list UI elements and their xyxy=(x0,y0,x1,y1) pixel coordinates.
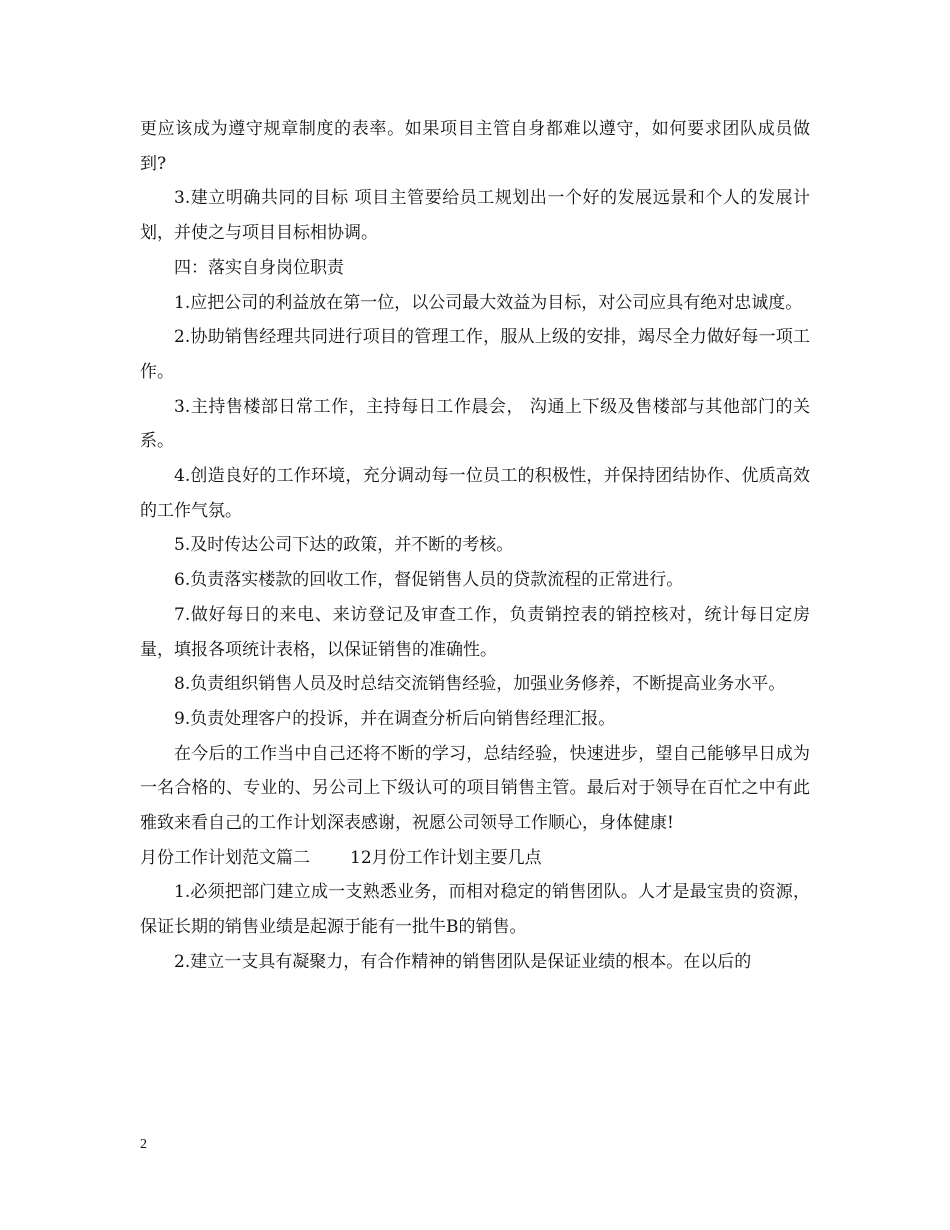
list-item: 9.负责处理客户的投诉，并在调查分析后向销售经理汇报。 xyxy=(174,708,616,729)
paragraph: 3.建立明确共同的目标 项目主管要给员工规划出一个好的发展远景和个人的发展计划，并使之与项目目标相协调。 xyxy=(140,188,810,244)
list-item: 1.应把公司的利益放在第一位，以公司最大效益为目标，对公司应具有绝对忠诚度。 xyxy=(174,292,803,313)
list-item: 6.负责落实楼款的回收工作，督促销售人员的贷款流程的正常进行。 xyxy=(174,570,684,591)
section-heading xyxy=(140,841,810,876)
list-item: 7.做好每日的来电、来访登记及审查工作，负责销控表的销控核对，统计每日定房量，填报各项统计表格，以保证销售的准确性。 xyxy=(140,604,810,660)
closing-paragraph: 在今后的工作当中自己还将不断的学习，总结经验，快速进步，望自己能够早日成为一名合格的、专业的、另公司上下级认可的项目销售主管。最后对于领导在百忙之中有此雅致来看自己的工作计划深表感谢，祝愿公司领导工作顺心，身体健康! xyxy=(140,743,810,834)
list-item: 3.主持售楼部日常工作，主持每日工作晨会， 沟通上下级及售楼部与其他部门的关系。 xyxy=(140,396,810,452)
list-item: 2.协助销售经理共同进行项目的管理工作，服从上级的安排，竭尽全力做好每一项工作。 xyxy=(140,327,810,382)
list-item: 2.建立一支具有凝聚力，有合作精神的销售团队是保证业绩的根本。在以后的 xyxy=(174,951,752,972)
document-body xyxy=(140,112,810,980)
section-subheading: 四：落实自身岗位职责 xyxy=(174,257,344,278)
list-item: 1.必须把部门建立成一支熟悉业务，而相对稳定的销售团队。人才是最宝贵的资源，保证长期的销售业绩是起源于能有一批牛B的销售。 xyxy=(140,882,810,938)
paragraph: 更应该成为遵守规章制度的表率。如果项目主管自身都难以遵守，如何要求团队成员做到? xyxy=(140,119,810,174)
section-heading-title: 月份工作计划范文篇二 xyxy=(140,847,310,868)
list-item: 8.负责组织销售人员及时总结交流销售经验，加强业务修养，不断提高业务水平。 xyxy=(174,674,786,695)
list-item: 5.及时传达公司下达的政策，并不断的考核。 xyxy=(174,535,514,556)
section-heading-subtitle: 12月份工作计划主要几点 xyxy=(350,847,542,868)
page-number: 2 xyxy=(140,1137,147,1152)
list-item: 4.创造良好的工作环境，充分调动每一位员工的积极性，并保持团结协作、优质高效的工作气氛。 xyxy=(140,466,810,521)
